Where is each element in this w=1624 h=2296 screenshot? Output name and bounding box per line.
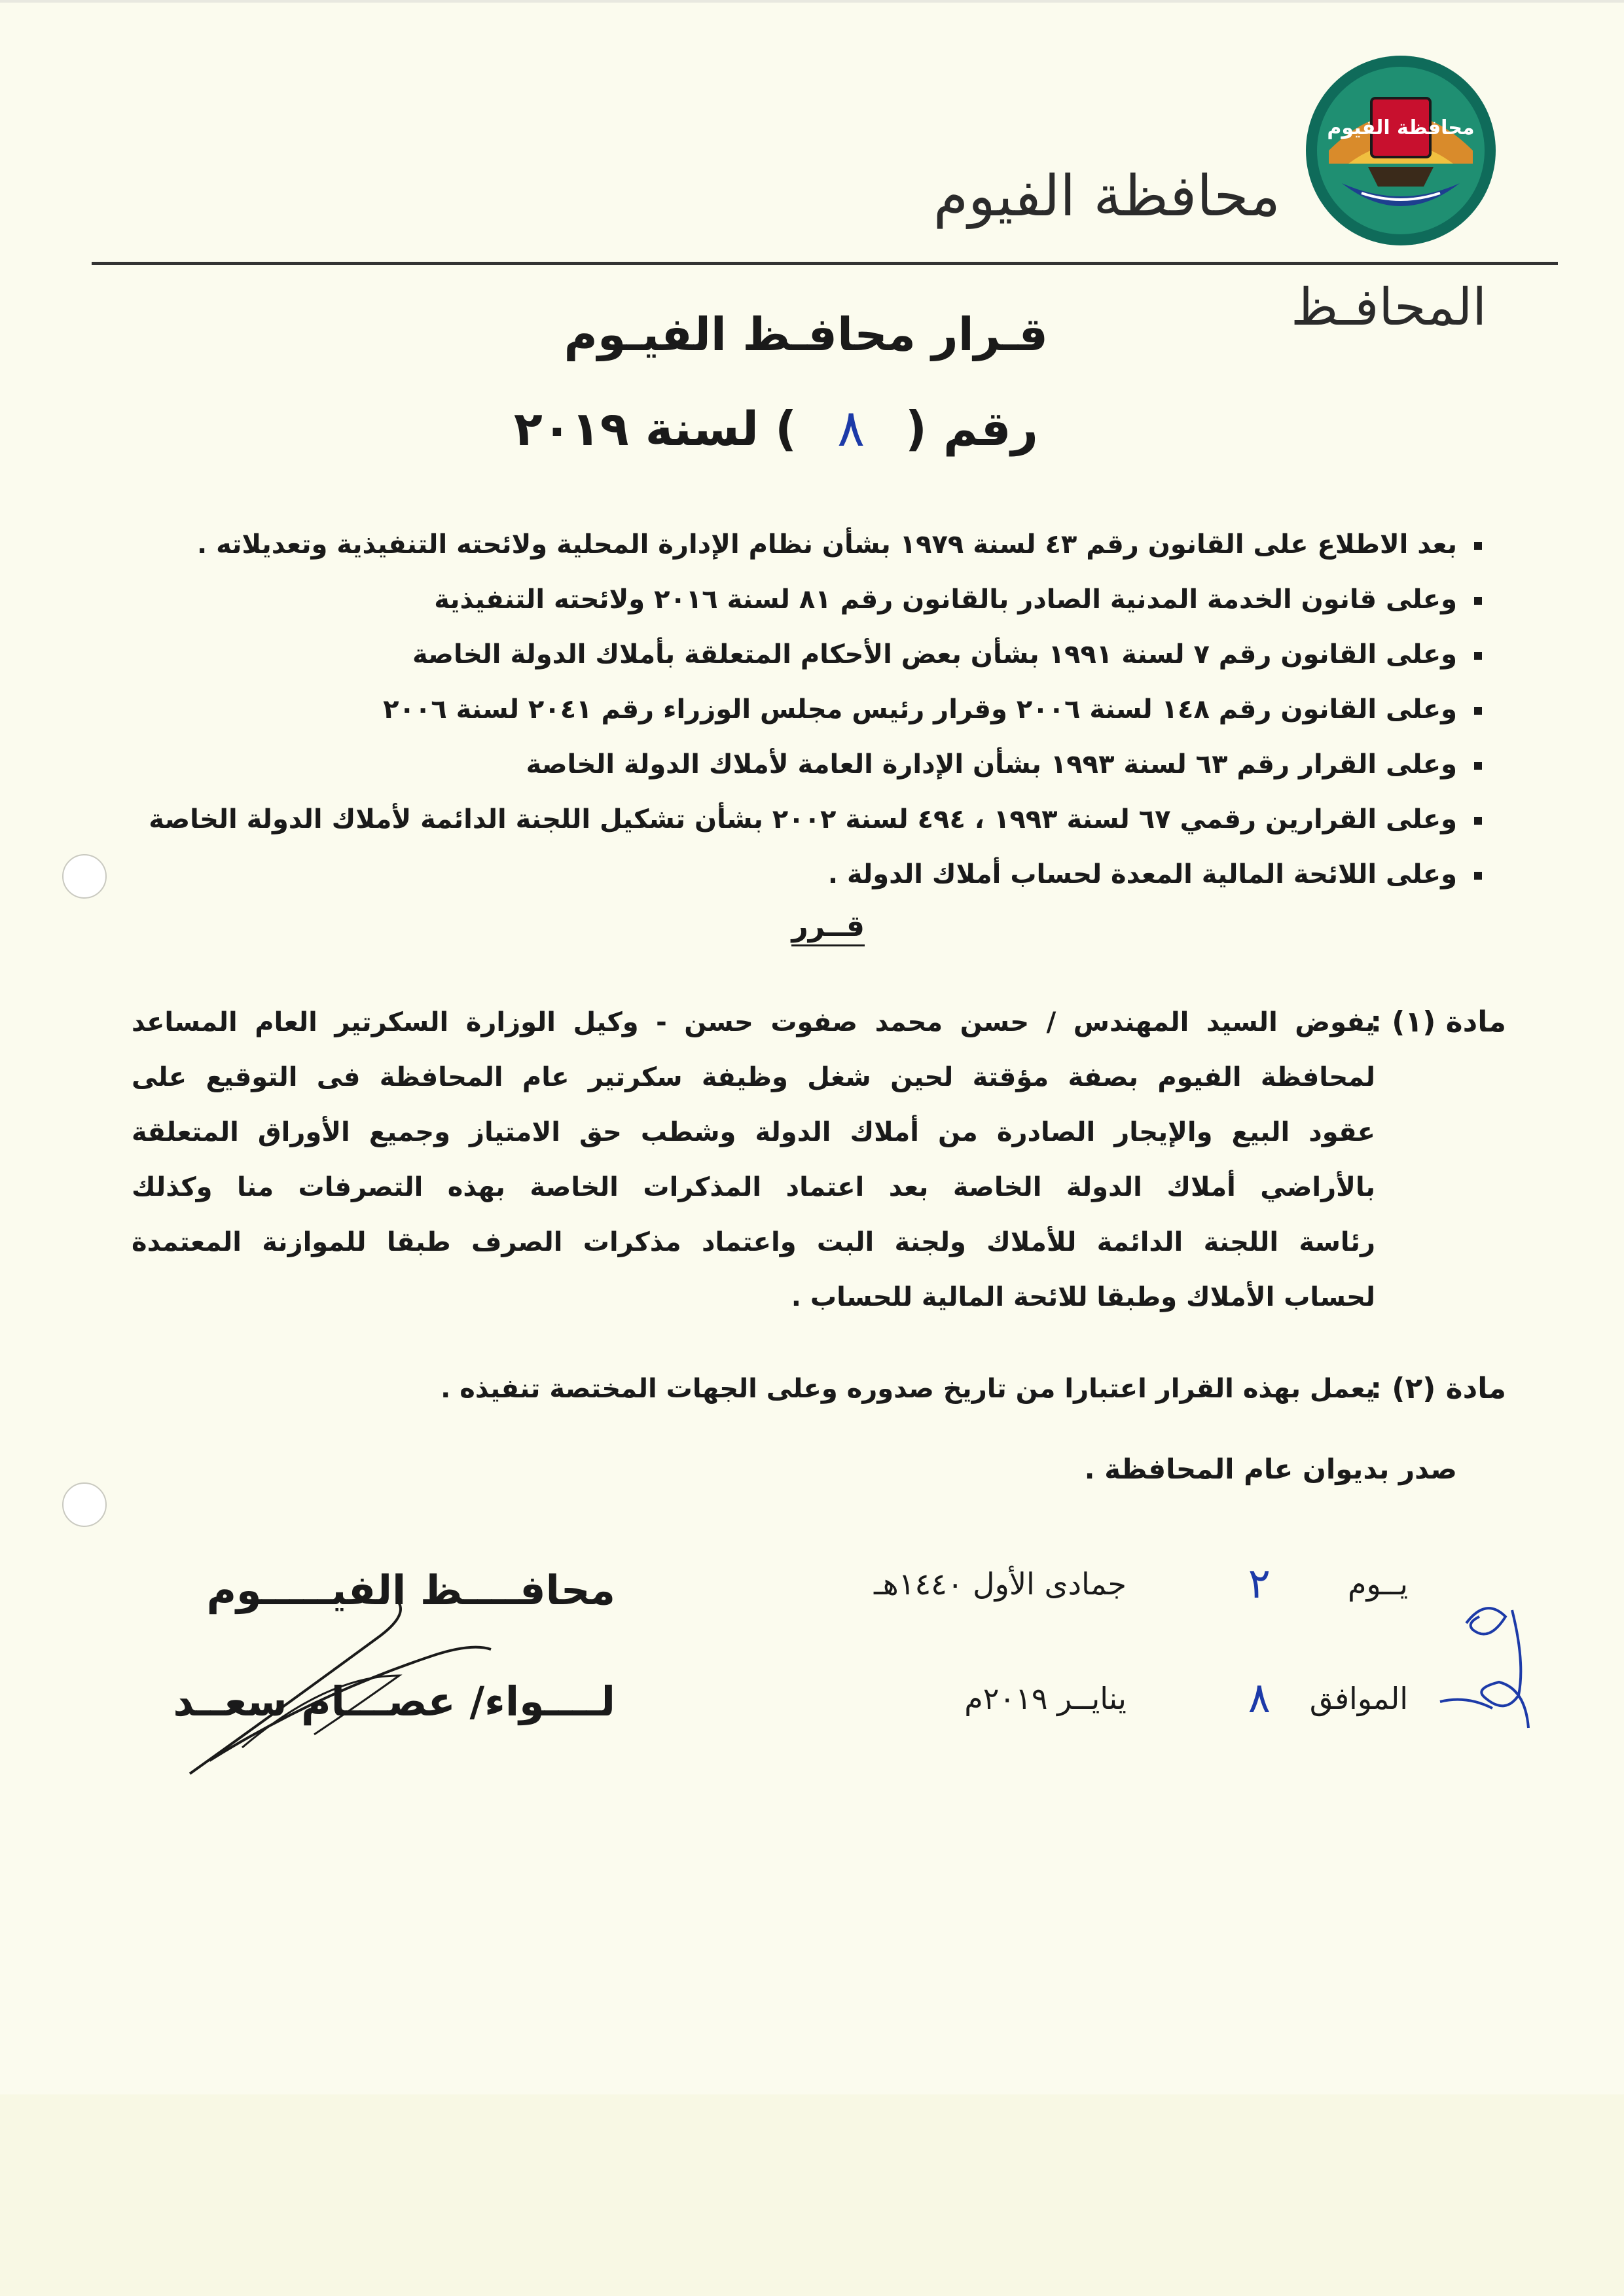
hijri-date: جمادى الأول ١٤٤٠هـ [874,1566,1127,1602]
preamble-item: وعلى القانون رقم ١٤٨ لسنة ٢٠٠٦ وقرار رئيس مجلس الوزراء رقم ٢٠٤١ لسنة ٢٠٠٦ [109,682,1483,737]
decree-number-handwritten: ٨ [837,399,865,458]
scan-bottom-band [0,2094,1624,2296]
signatory-name: لــــواء/ عصـــام سعــد [173,1677,615,1725]
decree-title: قـرار محافـظ الفيـوم [564,308,1048,361]
logo-text: محافظة الفيوم [1327,117,1475,139]
decided-heading: قــرر [791,910,865,946]
article-1-line: لمحافظة الفيوم بصفة مؤقتة لحين شغل وظيفة سكرتير عام المحافظة فى التوقيع على [132,1062,1375,1092]
header-divider [92,262,1558,265]
article-1-line: بالأراضي أملاك الدولة الخاصة بعد اعتماد المذكرات الخاصة بهذه التصرفات منا وكذلك [132,1172,1375,1202]
day-label: يــوم [1348,1566,1408,1602]
punch-hole-upper [62,854,107,899]
decree-number-prefix: رقم ( [905,401,1038,456]
article-2-label: مادة (٢) : [1370,1372,1506,1405]
punch-hole-lower [62,1482,107,1527]
decree-number-suffix: ) لسنة ٢٠١٩ [513,401,797,456]
article-2-body: يعمل بهذه القرار اعتبارا من تاريخ صدوره وعلى الجهات المختصة تنفيذه . [441,1374,1375,1404]
article-1-body [132,995,1375,1325]
preamble-item: وعلى القرار رقم ٦٣ لسنة ١٩٩٣ بشأن الإدارة العامة لأملاك الدولة الخاصة [109,737,1483,792]
preamble-item: بعد الاطلاع على القانون رقم ٤٣ لسنة ١٩٧٩ بشأن نظام الإدارة المحلية ولائحته التنفيذية وتعديلاته . [109,517,1483,572]
scan-top-edge [0,0,1624,3]
article-1-line: عقود البيع والإيجار الصادرة من أملاك الدولة وشطب حق الامتياز وجميع الأوراق المتعلقة [132,1117,1375,1147]
signatory-title: محافــــظ الفيـــــوم [206,1566,615,1614]
preamble-item: وعلى اللائحة المالية المعدة لحساب أملاك الدولة . [109,847,1483,902]
decree-number [514,399,1038,458]
preamble-item: وعلى القانون رقم ٧ لسنة ١٩٩١ بشأن بعض الأحكام المتعلقة بأملاك الدولة الخاصة [109,627,1483,682]
gregorian-date: ينايــر ٢٠١٩م [964,1681,1127,1716]
corresponding-label: الموافق [1309,1681,1408,1716]
article-1-line: لحساب الأملاك وطبقا للائحة المالية للحساب . [791,1282,1375,1312]
preamble-item: وعلى القرارين رقمي ٦٧ لسنة ١٩٩٣ ، ٤٩٤ لسنة ٢٠٠٢ بشأن تشكيل اللجنة الدائمة لأملاك الدولة الخاصة [109,792,1483,847]
governorate-name: محافظة الفيوم [933,164,1280,229]
governorate-logo [1303,52,1499,249]
governor-office-label: المحافـظ [1291,278,1487,337]
article-1-line: رئاسة اللجنة الدائمة للأملاك ولجنة البت واعتماد مذكرات الصرف طبقا للموازنة المعتمدة [132,1227,1375,1257]
initials-signature [1427,1584,1532,1741]
governor-signature [183,1597,511,1780]
preamble-item: وعلى قانون الخدمة المدنية الصادر بالقانون رقم ٨١ لسنة ٢٠١٦ ولائحته التنفيذية [109,572,1483,627]
issued-statement: صدر بديوان عام المحافظة . [1084,1453,1457,1485]
article-1-line: يفوض السيد المهندس / حسن محمد صفوت حسن - وكيل الوزارة السكرتير العام المساعد [132,1007,1375,1037]
corresponding-handwritten: ٨ [1248,1674,1271,1723]
day-handwritten: ٢ [1248,1560,1271,1608]
preamble-list [109,517,1483,902]
article-1-label: مادة (١) : [1370,1005,1506,1039]
